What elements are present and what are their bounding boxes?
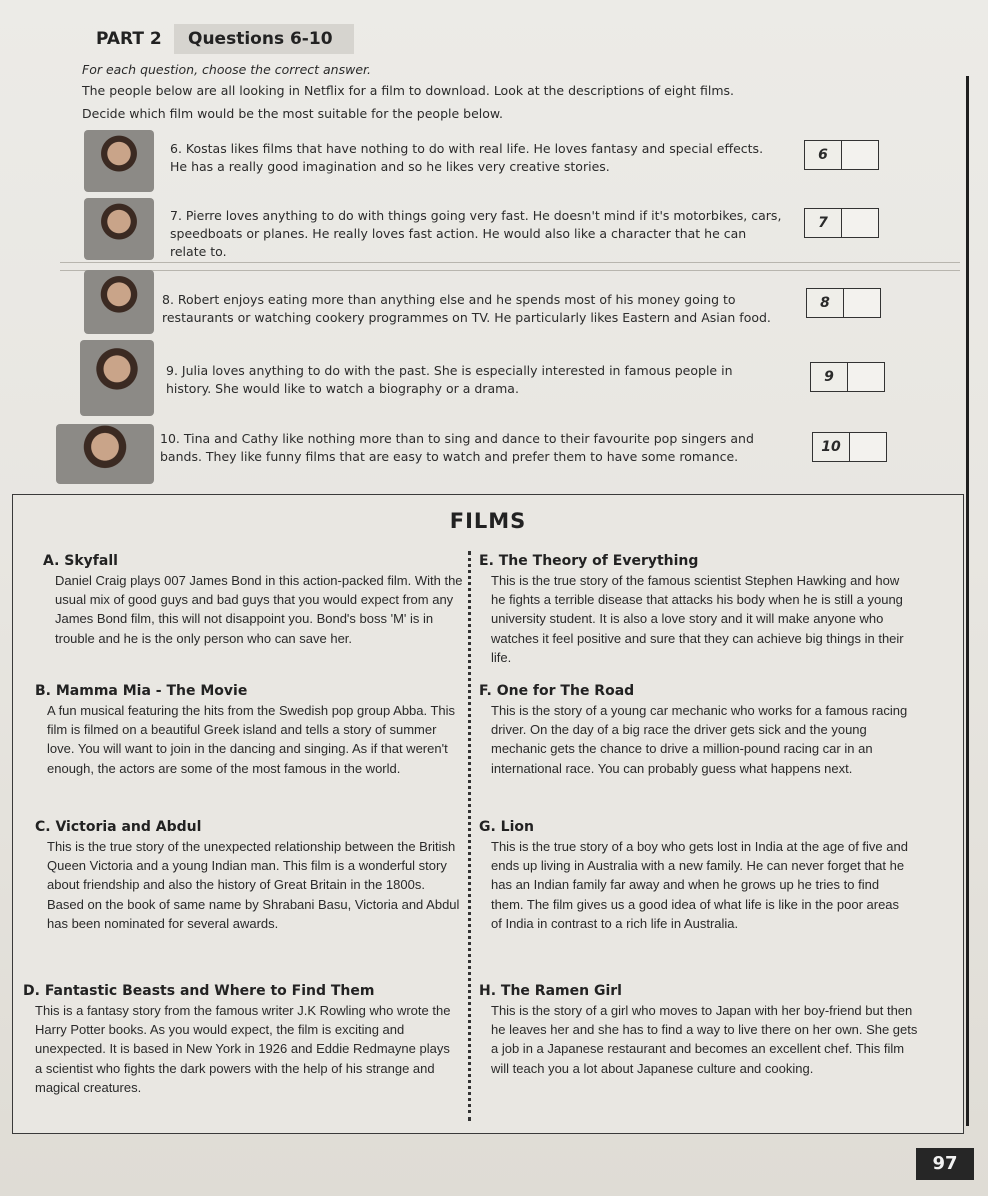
answer-box-8: [806, 288, 880, 318]
film-g: [479, 819, 909, 933]
page-edge: [966, 76, 969, 1126]
question-8-line-1: 8. Robert enjoys eating more than anything else and he spends most of his money going to: [162, 292, 736, 307]
question-10-line-2: bands. They like funny films that are easy to watch and prefer them to have some romance.: [160, 449, 739, 464]
film-f-description: This is the story of a young car mechanic who works for a famous racing driver. On the day of a big race the driver gets sick and the young mechanic gets the chance to drive a million-pound racing car in an international race. You can probably guess what happens next.: [491, 703, 908, 776]
film-e-description: This is the true story of the famous scientist Stephen Hawking and how he fights a terrible disease that attacks his body when he is still a young university student. It is also a love story and it will make anyone who watches it feel positive and sure that they can achieve big things in their life.: [491, 573, 904, 665]
film-c-title: C. Victoria and Abdul: [35, 819, 202, 835]
questions-label: Questions 6-10: [174, 24, 354, 54]
robert-photo: [84, 270, 154, 334]
question-7-line-1: 7. Pierre loves anything to do with things going very fast. He doesn't mind if it's motorbikes, cars,: [170, 208, 782, 223]
answer-blank-9[interactable]: [847, 362, 885, 392]
film-b-description: A fun musical featuring the hits from the Swedish pop group Abba. This film is filmed on a beautiful Greek island and tells a story of summer love. You will want to join in the dancing and singing. As if that weren't enough, the actors are some of the most famous in the world.: [47, 703, 456, 776]
instruction-people: The people below are all looking in Netflix for a film to download. Look at the descriptions of eight films.: [82, 83, 735, 98]
film-g-title: G. Lion: [479, 819, 534, 835]
question-8-line-2: restaurants or watching cookery programmes on TV. He particularly likes Eastern and Asian food.: [162, 310, 771, 325]
question-9-line-1: 9. Julia loves anything to do with the past. She is especially interested in famous people in: [166, 363, 733, 378]
answer-number-9: 9: [810, 362, 848, 392]
page-number: 97: [916, 1148, 974, 1180]
film-c-description: This is the true story of the unexpected relationship between the British Queen Victoria and a young Indian man. This film is a wonderful story about friendship and also the history of Great Britain in the 1800s. Based on the book of same name by Shrabani Basu, Victoria and Abdul has been nominated for several awards.: [47, 839, 460, 931]
film-h-description: This is the story of a girl who moves to Japan with her boy-friend but then he leaves her and she has to find a way to live there on her own. She gets a job in a Japanese restaurant and becomes an excellent chef. This film will teach you a lot about Japanese culture and cooking.: [491, 1003, 918, 1076]
answer-box-10: [812, 432, 886, 462]
film-e: [479, 553, 909, 667]
question-8-text: [162, 291, 771, 327]
film-a-description: Daniel Craig plays 007 James Bond in this action-packed film. With the usual mix of good guys and bad guys that you would expect from any James Bond film, this will not disappoint you. Bond's boss 'M' is in trouble and he is the only person who can save her.: [55, 573, 463, 646]
question-6-text: [170, 140, 763, 176]
film-a-title: A. Skyfall: [43, 553, 118, 569]
question-9-line-2: history. She would like to watch a biography or a drama.: [166, 381, 519, 396]
tina-cathy-photo: [56, 424, 154, 484]
answer-box-7: [804, 208, 878, 238]
question-7-line-2: speedboats or planes. He really loves fast action. He would also like a character that he can: [170, 226, 747, 241]
answer-blank-8[interactable]: [843, 288, 881, 318]
film-b: [35, 683, 465, 778]
question-10-text: [160, 430, 754, 466]
answer-number-10: 10: [812, 432, 850, 462]
film-d-description: This is a fantasy story from the famous writer J.K Rowling who wrote the Harry Potter books. As you would expect, the film is exciting and unexpected. It is based in New York in 1926 and Eddie Redmayne plays a scientist who fights the dark powers with the help of his strange and magical creatures.: [35, 1003, 451, 1095]
part-header: [82, 24, 354, 54]
answer-box-6: [804, 140, 878, 170]
answer-blank-10[interactable]: [849, 432, 887, 462]
question-10-line-1: 10. Tina and Cathy like nothing more than to sing and dance to their favourite pop singers and: [160, 431, 754, 446]
instruction-choose: For each question, choose the correct answer.: [82, 62, 371, 77]
films-title: FILMS: [449, 509, 527, 533]
divider-line: [60, 270, 960, 271]
answer-blank-6[interactable]: [841, 140, 879, 170]
film-h-title: H. The Ramen Girl: [479, 983, 622, 999]
answer-number-7: 7: [804, 208, 842, 238]
question-6-line-1: 6. Kostas likes films that have nothing to do with real life. He loves fantasy and special effects.: [170, 141, 764, 156]
answer-box-9: [810, 362, 884, 392]
answer-number-8: 8: [806, 288, 844, 318]
kostas-photo: [84, 130, 154, 192]
film-d: [23, 983, 453, 1097]
divider-line: [60, 262, 960, 263]
part-label: PART 2: [96, 29, 162, 49]
film-h: [479, 983, 919, 1078]
question-7-line-3: relate to.: [170, 244, 227, 259]
film-a: [43, 553, 473, 648]
film-c: [35, 819, 465, 933]
julia-photo: [80, 340, 154, 416]
question-9-text: [166, 362, 733, 398]
films-box: [12, 494, 964, 1134]
answer-number-6: 6: [804, 140, 842, 170]
question-6-line-2: He has a really good imagination and so he likes very creative stories.: [170, 159, 610, 174]
answer-blank-7[interactable]: [841, 208, 879, 238]
film-e-title: E. The Theory of Everything: [479, 553, 699, 569]
film-f-title: F. One for The Road: [479, 683, 635, 699]
question-7-text: [170, 207, 781, 261]
pierre-photo: [84, 198, 154, 260]
film-d-title: D. Fantastic Beasts and Where to Find Them: [23, 983, 375, 999]
film-g-description: This is the true story of a boy who gets lost in India at the age of five and ends up living in Australia with a new family. He can never forget that he has an Indian family far away and when he grows up he tries to find them. The film gives us a good idea of what life is like in the poor areas of India in contrast to a rich life in Australia.: [491, 839, 908, 931]
instruction-decide: Decide which film would be the most suitable for the people below.: [82, 106, 503, 121]
film-f: [479, 683, 909, 778]
film-b-title: B. Mamma Mia - The Movie: [35, 683, 248, 699]
